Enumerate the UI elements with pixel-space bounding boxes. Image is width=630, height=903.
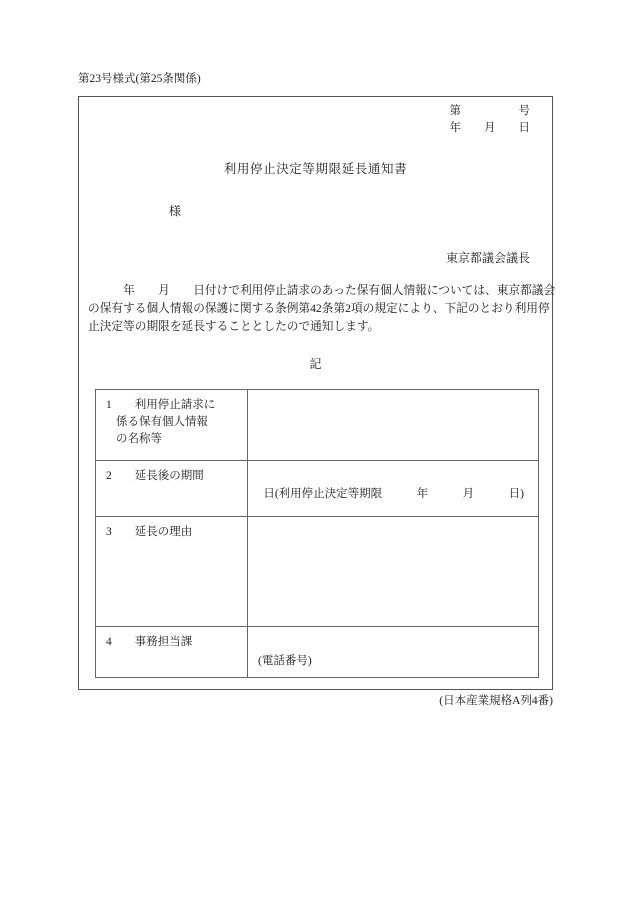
- body-line-2: の保有する個人情報の保護に関する条例第42条第2項の規定により、下記のとおり利用停: [88, 302, 550, 315]
- item-value-cell-4[interactable]: [248, 627, 539, 678]
- ki-marker: 記: [309, 357, 322, 371]
- item-label-cell-4: [96, 627, 248, 678]
- phone-number-note: (電話番号): [258, 655, 312, 667]
- item-value-cell-1[interactable]: [248, 390, 539, 461]
- item-label-line-2a: 2 延長後の期間: [106, 470, 204, 482]
- body-line-3: 止決定等の期限を延長することとしたので通知します。: [88, 320, 380, 333]
- table-row: [96, 517, 539, 627]
- items-table: [95, 389, 539, 678]
- document-number-line: 第 号: [449, 105, 530, 117]
- table-row: [96, 627, 539, 678]
- document-meta-block: [450, 103, 531, 137]
- body-line-1: 年 月 日付けで利用停止請求のあった保有個人情報については、東京都議会: [88, 284, 556, 297]
- item-value-cell-3[interactable]: [248, 517, 539, 627]
- item-label-cell-2: [96, 461, 248, 517]
- form-number-label: 第23号様式(第25条関係): [78, 73, 201, 85]
- item-label-line-4a: 4 事務担当課: [106, 636, 193, 648]
- body-paragraph: [88, 282, 556, 336]
- extension-period-note: 日(利用停止決定等期限 年 月 日): [263, 488, 524, 500]
- item-label-cell-3: [96, 517, 248, 627]
- paper-size-note: (日本産業規格A列4番): [439, 695, 553, 707]
- item-label-line-3a: 3 延長の理由: [106, 526, 193, 538]
- item-label-line-1b: 係る保有個人情報: [116, 416, 208, 428]
- item-label-cell-1: [96, 390, 248, 461]
- item-label-line-1c: の名称等: [116, 433, 162, 445]
- addressee-line: 様: [169, 204, 182, 218]
- table-row: [96, 390, 539, 461]
- table-row: [96, 461, 539, 517]
- item-label-line-1a: 1 利用停止請求に: [106, 399, 216, 411]
- item-value-cell-2[interactable]: [248, 461, 539, 517]
- issuer-name: 東京都議会議長: [445, 251, 530, 265]
- document-frame: [78, 96, 556, 690]
- page-title: 利用停止決定等期限延長通知書: [223, 162, 408, 176]
- document-date-line: 年 月 日: [449, 122, 530, 134]
